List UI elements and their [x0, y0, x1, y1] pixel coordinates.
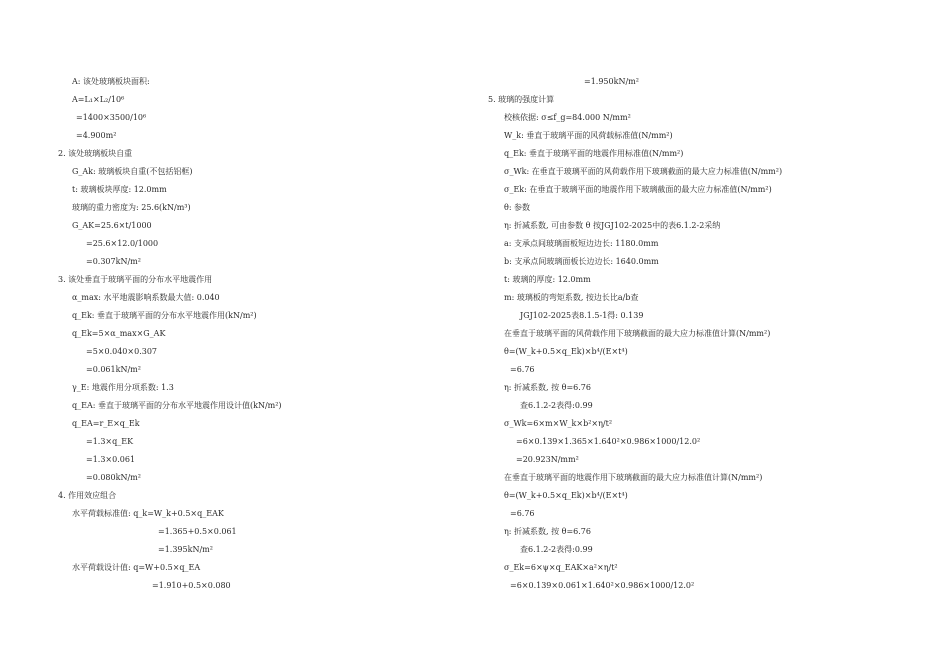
text-line: θ: 参数 — [504, 203, 531, 212]
text-line: =1.395kN/m² — [158, 545, 213, 554]
text-line: 校核依据: σ≤f_g=84.000 N/mm² — [504, 113, 631, 122]
text-line: =1400×3500/10⁶ — [76, 113, 147, 122]
section-heading: 5. 玻璃的强度计算 — [488, 95, 555, 104]
text-line: 水平荷载标准值: q_k=W_k+0.5×q_EAK — [72, 509, 224, 518]
text-line: =20.923N/mm² — [516, 455, 579, 464]
text-line: t: 玻璃板块厚度: 12.0mm — [72, 185, 167, 194]
text-line: =6×0.139×0.061×1.640²×0.986×1000/12.0² — [510, 581, 695, 590]
text-line: =0.080kN/m² — [86, 473, 141, 482]
text-line: =6×0.139×1.365×1.640²×0.986×1000/12.0² — [516, 437, 701, 446]
text-line: q_EA: 垂直于玻璃平面的分布水平地震作用设计值(kN/m²) — [72, 401, 282, 410]
text-line: η: 折减系数, 按 θ=6.76 — [504, 527, 591, 536]
text-line: 玻璃的重力密度为: 25.6(kN/m³) — [72, 203, 191, 212]
text-line: b: 支承点间玻璃面板长边边长: 1640.0mm — [504, 257, 659, 266]
text-line: =4.900m² — [76, 131, 117, 140]
text-line: σ_Ek=6×ψ×q_EAK×a²×η/t² — [504, 563, 618, 572]
text-line: 查6.1.2-2表得:0.99 — [520, 401, 593, 410]
text-line: σ_Wk=6×m×W_k×b²×η/t² — [504, 419, 613, 428]
text-line: A=L₁×L₂/10⁶ — [72, 95, 125, 104]
text-line: 查6.1.2-2表得:0.99 — [520, 545, 593, 554]
text-line: =1.910+0.5×0.080 — [152, 581, 231, 590]
text-line: m: 玻璃板的弯矩系数, 按边长比a/b查 — [504, 293, 639, 302]
text-line: 在垂直于玻璃平面的风荷载作用下玻璃截面的最大应力标准值计算(N/mm²) — [504, 329, 771, 338]
section-heading: 3. 该处垂直于玻璃平面的分布水平地震作用 — [58, 275, 213, 284]
section-heading: 4. 作用效应组合 — [58, 491, 117, 500]
text-line: =6.76 — [510, 365, 535, 374]
text-line: η: 折减系数, 可由参数 θ 按JGJ102-2025中的表6.1.2-2采纳 — [504, 221, 721, 230]
text-line: =1.3×0.061 — [86, 455, 136, 464]
text-line: q_Ek: 垂直于玻璃平面的分布水平地震作用(kN/m²) — [72, 311, 257, 320]
text-line: =0.061kN/m² — [86, 365, 141, 374]
text-line: q_Ek: 垂直于玻璃平面的地震作用标准值(N/mm²) — [504, 149, 684, 158]
text-line: t: 玻璃的厚度: 12.0mm — [504, 275, 591, 284]
text-line: q_EA=r_E×q_Ek — [72, 419, 140, 428]
text-line: q_Ek=5×α_max×G_AK — [72, 329, 166, 338]
text-line: =0.307kN/m² — [86, 257, 141, 266]
text-line: θ=(W_k+0.5×q_Ek)×b⁴/(E×t⁴) — [504, 347, 628, 356]
text-line: σ_Ek: 在垂直于玻璃平面的地震作用下玻璃截面的最大应力标准值(N/mm²) — [504, 185, 772, 194]
text-line: γ_E: 地震作用分项系数: 1.3 — [72, 383, 174, 392]
text-line: G_AK=25.6×t/1000 — [72, 221, 152, 230]
text-line: α_max: 水平地震影响系数最大值: 0.040 — [72, 293, 220, 302]
text-line: σ_Wk: 在垂直于玻璃平面的风荷载作用下玻璃截面的最大应力标准值(N/mm²) — [504, 167, 783, 176]
section-heading: 2. 该处玻璃板块自重 — [58, 149, 133, 158]
text-line: =5×0.040×0.307 — [86, 347, 158, 356]
text-line: =1.3×q_EK — [86, 437, 134, 446]
text-line: W_k: 垂直于玻璃平面的风荷载标准值(N/mm²) — [504, 131, 673, 140]
text-line: JGJ102-2025表8.1.5-1得: 0.139 — [520, 311, 644, 320]
text-line: G_Ak: 玻璃板块自重(不包括铝框) — [72, 167, 193, 176]
text-line: η: 折减系数, 按 θ=6.76 — [504, 383, 591, 392]
text-line: a: 支承点间玻璃面板短边边长: 1180.0mm — [504, 239, 659, 248]
text-line: 水平荷载设计值: q=W+0.5×q_EA — [72, 563, 201, 572]
text-line: A: 该处玻璃板块面积: — [72, 77, 150, 86]
text-line: θ=(W_k+0.5×q_Ek)×b⁴/(E×t⁴) — [504, 491, 628, 500]
text-line: =25.6×12.0/1000 — [86, 239, 159, 248]
text-line: =6.76 — [510, 509, 535, 518]
text-line: =1.950kN/m² — [584, 77, 639, 86]
text-line: =1.365+0.5×0.061 — [158, 527, 237, 536]
text-line: 在垂直于玻璃平面的地震作用下玻璃截面的最大应力标准值计算(N/mm²) — [504, 473, 763, 482]
